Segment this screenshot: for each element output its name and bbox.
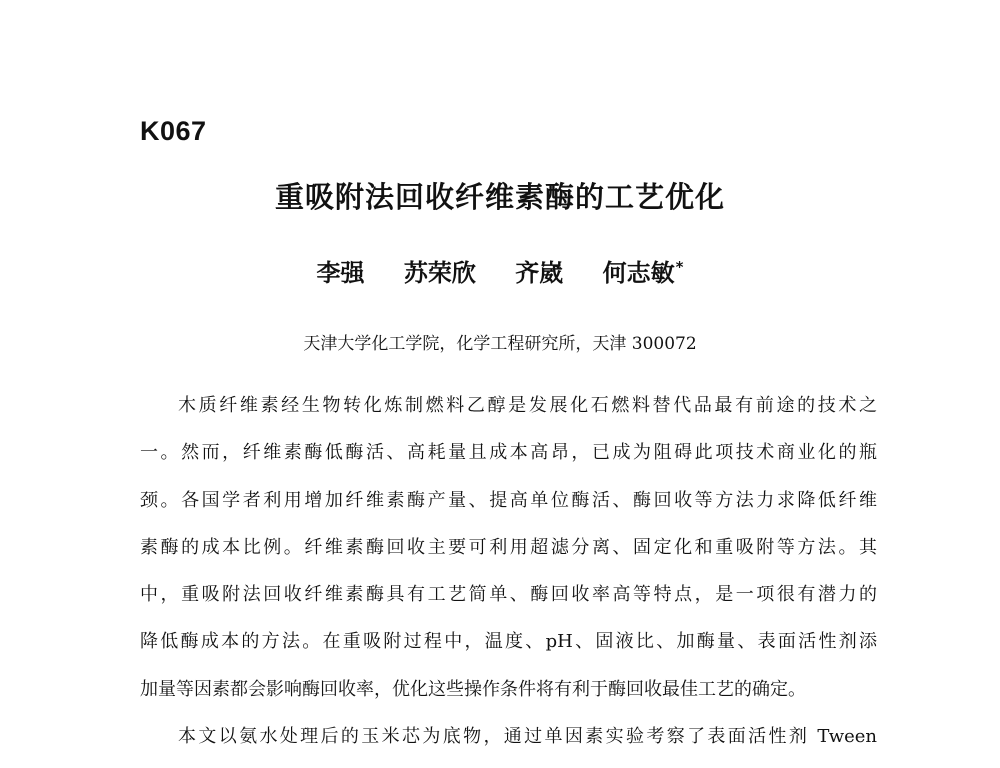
body-line: 中，重吸附法回收纤维素酶具有工艺简单、酶回收率高等特点，是一项很有潜力的 [140, 584, 877, 606]
body-line: 颈。各国学者利用增加纤维素酶产量、提高单位酶活、酶回收等方法力求降低纤维 [140, 489, 877, 511]
body-line: 降低酶成本的方法。在重吸附过程中，温度、pH、固液比、加酶量、表面活性剂添 [140, 631, 877, 653]
author-name: 李强 [316, 259, 365, 287]
abstract-body [140, 390, 877, 768]
corresponding-author-mark: * [675, 258, 684, 276]
author-list [0, 258, 1000, 288]
body-line: 素酶的成本比例。纤维素酶回收主要可利用超滤分离、固定化和重吸附等方法。其 [140, 536, 877, 558]
body-line: 加量等因素都会影响酶回收率，优化这些操作条件将有利于酶回收最佳工艺的确定。 [140, 678, 806, 700]
paper-title: 重吸附法回收纤维素酶的工艺优化 [274, 180, 725, 214]
author-name: 齐崴 [515, 259, 564, 287]
body-line: 本文以氨水处理后的玉米芯为底物，通过单因素实验考察了表面活性剂 Tween [178, 726, 877, 748]
body-line: 一。然而，纤维素酶低酶活、高耗量且成本高昂，已成为阻碍此项技术商业化的瓶 [140, 442, 877, 464]
paper-code: K067 [140, 116, 207, 146]
author-name: 苏荣欣 [403, 259, 476, 287]
affiliation: 天津大学化工学院，化学工程研究所，天津 300072 [303, 334, 697, 354]
author-name: 何志敏* [602, 258, 684, 287]
body-line: 木质纤维素经生物转化炼制燃料乙醇是发展化石燃料替代品最有前途的技术之 [178, 395, 877, 416]
